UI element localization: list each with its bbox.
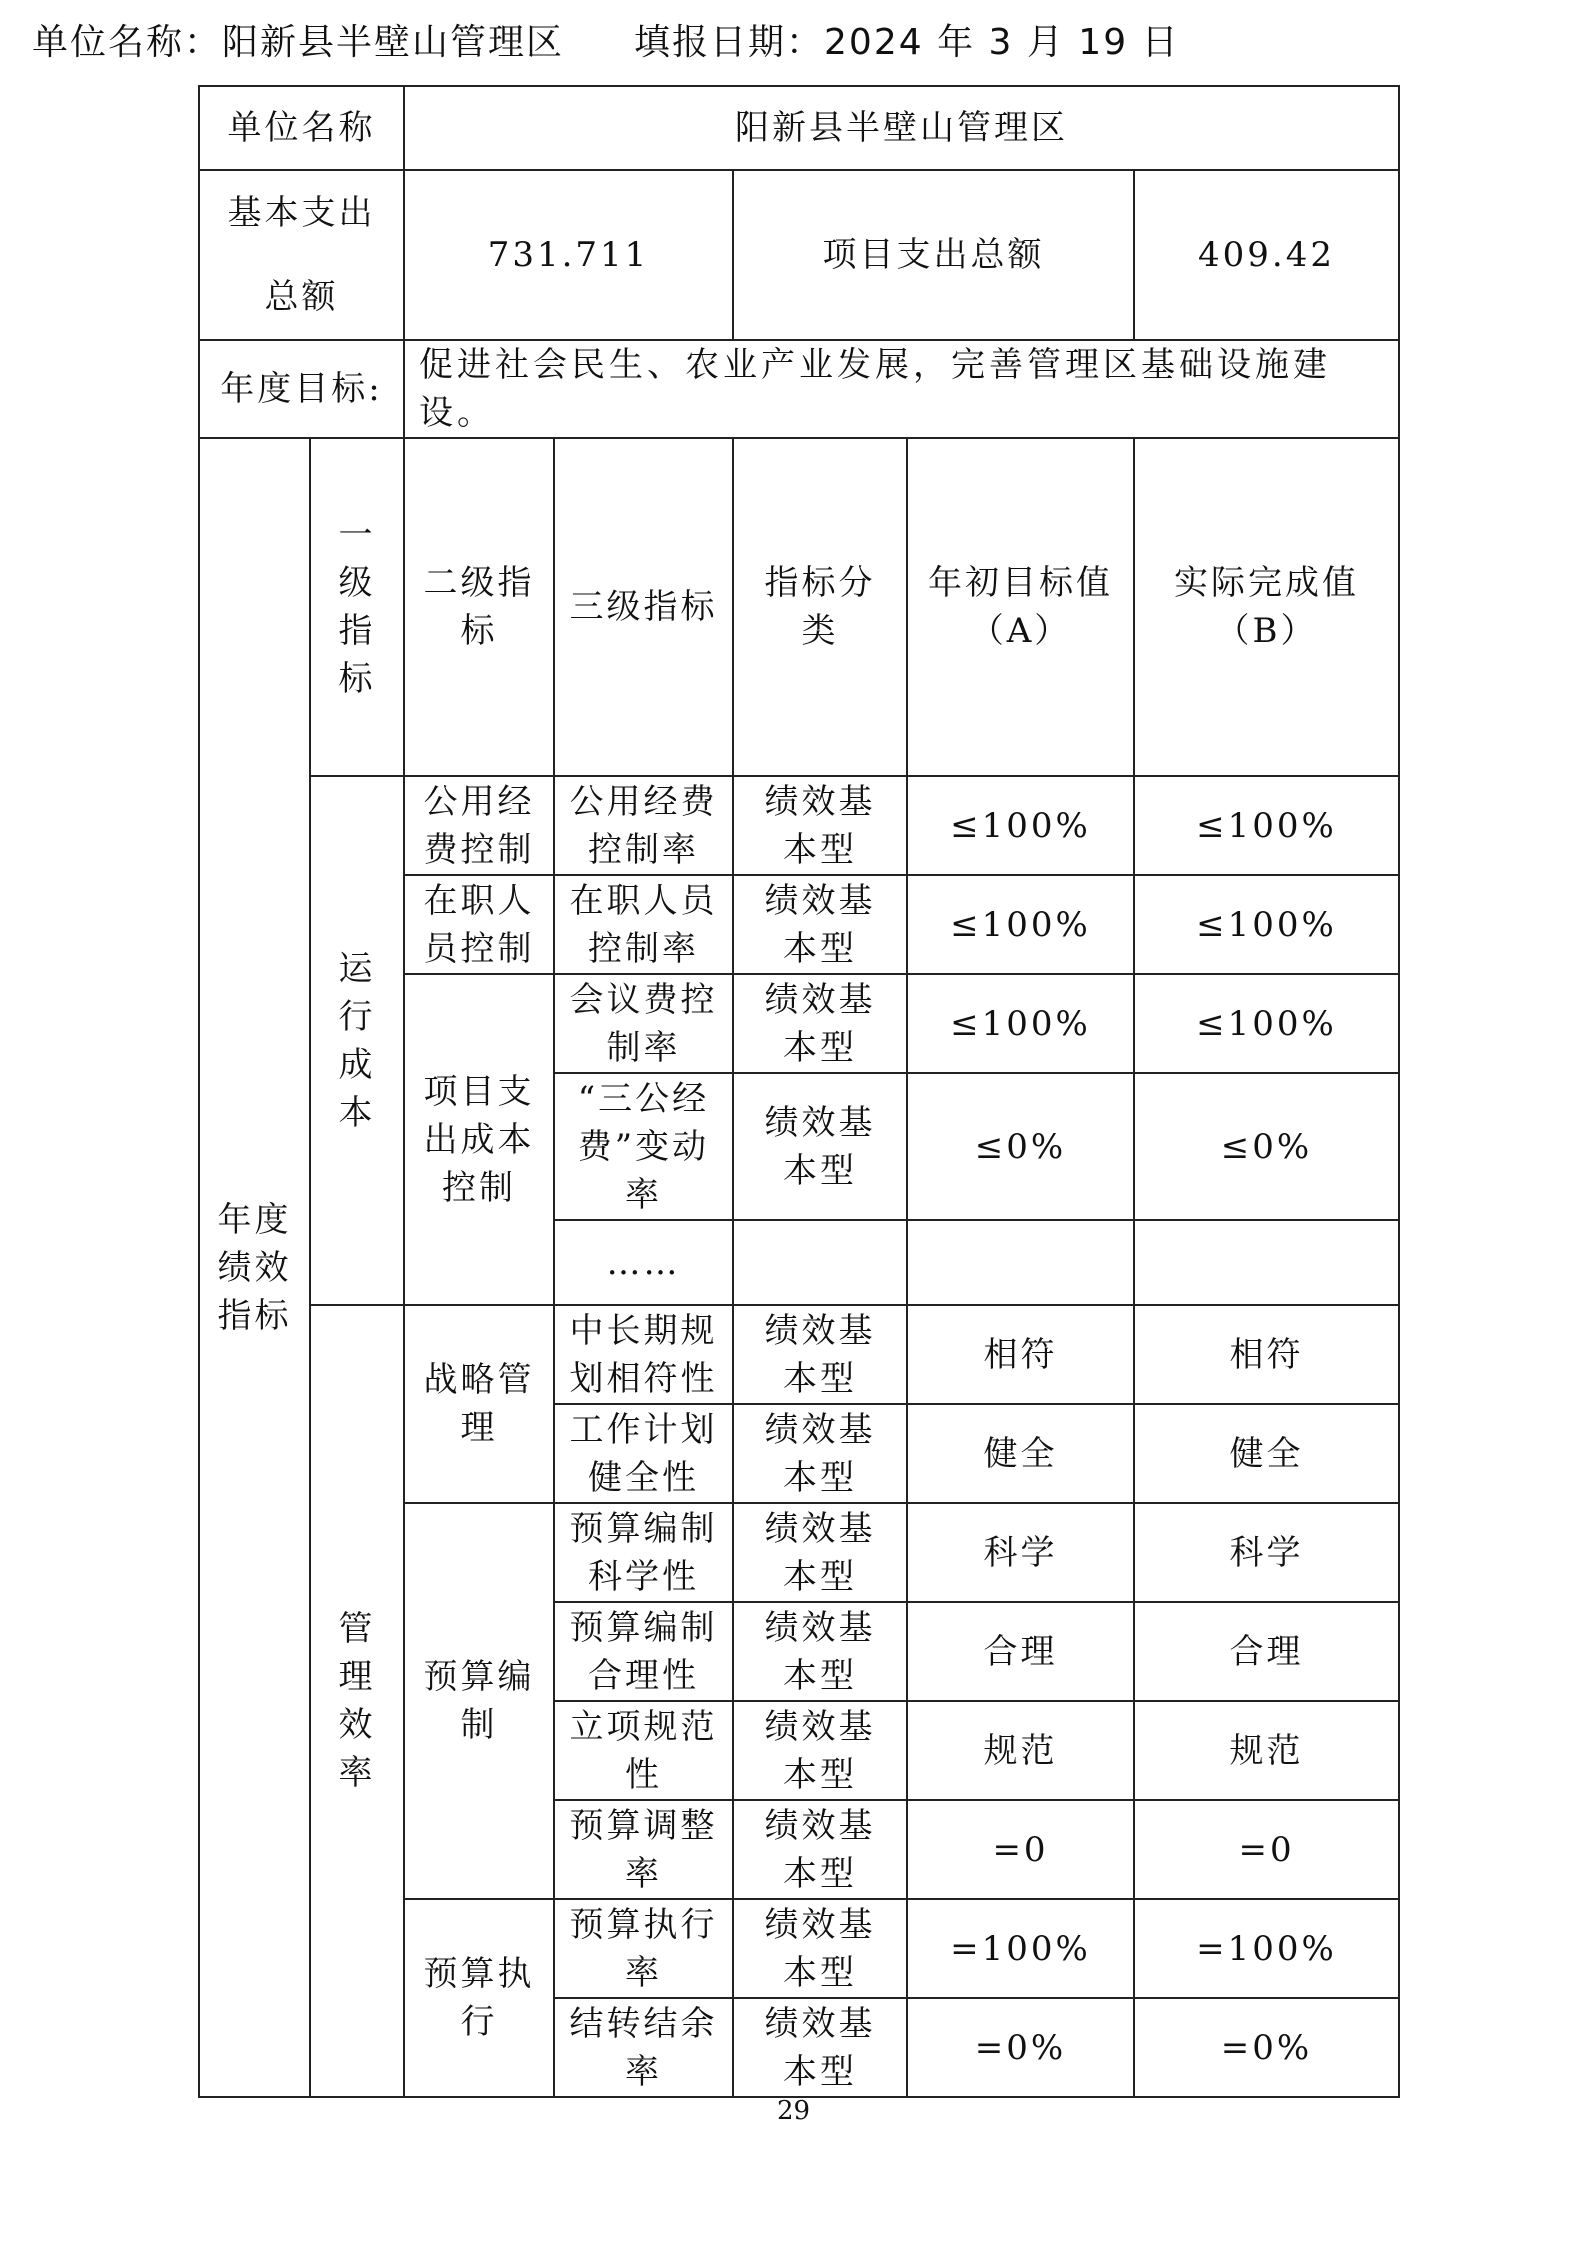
level3-indicator bbox=[554, 1701, 733, 1800]
level3-indicator-line: 率 bbox=[625, 1952, 662, 1993]
col-header-level1-line: 标 bbox=[338, 659, 376, 699]
basic-expense-label-line2: 总额 bbox=[264, 277, 339, 317]
indicator-category-line: 本型 bbox=[783, 2051, 857, 2092]
indicator-category bbox=[733, 1998, 907, 2097]
indicator-category bbox=[733, 1073, 907, 1220]
indicator-category bbox=[733, 1602, 907, 1701]
section-label-line: 年度 bbox=[217, 1199, 292, 1240]
col-header-target bbox=[907, 438, 1134, 776]
level3-indicator-line: 预算编制 bbox=[569, 1607, 718, 1648]
basic-expense-label bbox=[199, 170, 404, 340]
level3-indicator-line: 立项规范 bbox=[569, 1706, 718, 1747]
report-date-header: 填报日期：2024 年 3 月 19 日 bbox=[634, 22, 1180, 63]
col-header-category-line: 指标分 bbox=[764, 563, 876, 603]
level1-indicator-line: 运 bbox=[338, 948, 376, 989]
level1-indicator-line: 效 bbox=[338, 1705, 376, 1745]
indicator-category-line: 本型 bbox=[783, 829, 857, 870]
level2-indicator-line: 员控制 bbox=[423, 928, 535, 969]
indicator-category bbox=[733, 1404, 907, 1503]
level3-indicator-line: 率 bbox=[625, 2051, 662, 2092]
level2-indicator-line: 在职人 bbox=[423, 880, 535, 921]
report-header bbox=[32, 14, 1180, 65]
indicator-category bbox=[733, 875, 907, 974]
level2-indicator-line: 行 bbox=[460, 2002, 498, 2042]
level3-indicator bbox=[554, 1503, 733, 1602]
col-header-actual-line: （B） bbox=[1215, 611, 1318, 651]
col-header-level3: 三级指标 bbox=[554, 438, 733, 776]
actual-value: ≤100% bbox=[1134, 875, 1399, 974]
table-body bbox=[199, 86, 1399, 2097]
level3-indicator bbox=[554, 776, 733, 875]
level1-indicator-line: 管 bbox=[338, 1609, 376, 1649]
indicator-category-line: 本型 bbox=[783, 1150, 857, 1191]
col-header-category bbox=[733, 438, 907, 776]
actual-value: =100% bbox=[1134, 1899, 1399, 1998]
level3-indicator-line: 预算编制 bbox=[569, 1508, 718, 1549]
target-value: 规范 bbox=[907, 1701, 1134, 1800]
level2-indicator-line: 战略管 bbox=[423, 1360, 535, 1400]
level2-indicator bbox=[404, 1899, 554, 2097]
indicator-category-line: 本型 bbox=[783, 1853, 857, 1894]
level3-indicator bbox=[554, 875, 733, 974]
col-header-target-line: （A） bbox=[969, 611, 1072, 651]
col-header-level1-line: 级 bbox=[338, 563, 376, 603]
actual-value: 合理 bbox=[1134, 1602, 1399, 1701]
actual-value: ≤100% bbox=[1134, 974, 1399, 1073]
indicator-category-line: 绩效基 bbox=[764, 1310, 876, 1351]
indicator-category-line: 绩效基 bbox=[764, 1102, 876, 1143]
indicator-category-line: 绩效基 bbox=[764, 2003, 876, 2044]
indicator-category-line: 本型 bbox=[783, 1027, 857, 1068]
target-value: =100% bbox=[907, 1899, 1134, 1998]
indicator-category bbox=[733, 1305, 907, 1404]
indicator-category-line: 绩效基 bbox=[764, 1607, 876, 1648]
col-header-level1-line: 一 bbox=[338, 515, 376, 555]
target-value: =0 bbox=[907, 1800, 1134, 1899]
level3-indicator-line: 率 bbox=[625, 1853, 662, 1894]
level2-indicator-line: 制 bbox=[460, 1705, 498, 1745]
level2-indicator-line: 预算编 bbox=[423, 1657, 535, 1697]
indicator-category-line: 绩效基 bbox=[764, 1805, 876, 1846]
col-header-level2-line: 标 bbox=[460, 611, 498, 651]
basic-expense-label-line1: 基本支出 bbox=[227, 193, 376, 233]
level3-indicator-line: 控制率 bbox=[588, 829, 699, 870]
target-value: 健全 bbox=[907, 1404, 1134, 1503]
level3-indicator-line: 中长期规 bbox=[569, 1310, 718, 1351]
col-header-actual bbox=[1134, 438, 1399, 776]
level1-indicator-line: 成 bbox=[338, 1044, 376, 1085]
indicator-category-line: 绩效基 bbox=[764, 1409, 876, 1450]
level2-indicator-line: 出成本 bbox=[423, 1119, 535, 1160]
level3-indicator-line: 合理性 bbox=[588, 1655, 699, 1696]
target-value: ≤0% bbox=[907, 1073, 1134, 1220]
indicator-category-line: 本型 bbox=[783, 1358, 857, 1399]
basic-expense-value: 731.711 bbox=[404, 170, 733, 340]
level3-indicator-line: 控制率 bbox=[588, 928, 699, 969]
level3-indicator bbox=[554, 1998, 733, 2097]
indicator-category-line: 绩效基 bbox=[764, 781, 876, 822]
level3-indicator-line: …… bbox=[606, 1242, 681, 1283]
target-value: 科学 bbox=[907, 1503, 1134, 1602]
level3-indicator bbox=[554, 1800, 733, 1899]
level2-indicator bbox=[404, 875, 554, 974]
section-label bbox=[199, 438, 310, 2097]
target-value: 相符 bbox=[907, 1305, 1134, 1404]
level3-indicator-line: 预算调整 bbox=[569, 1805, 718, 1846]
indicator-category bbox=[733, 974, 907, 1073]
unit-name-row bbox=[199, 86, 1399, 170]
annual-goal-label: 年度目标: bbox=[199, 340, 404, 438]
level2-indicator bbox=[404, 1305, 554, 1503]
performance-table bbox=[198, 85, 1400, 2098]
indicator-category-line: 绩效基 bbox=[764, 880, 876, 921]
indicator-category-line: 本型 bbox=[783, 1952, 857, 1993]
project-expense-label: 项目支出总额 bbox=[733, 170, 1134, 340]
target-value: ≤100% bbox=[907, 974, 1134, 1073]
indicator-category bbox=[733, 1899, 907, 1998]
target-value: 合理 bbox=[907, 1602, 1134, 1701]
indicator-category-line: 本型 bbox=[783, 1556, 857, 1597]
level2-indicator-line: 理 bbox=[460, 1408, 498, 1448]
level1-indicator bbox=[310, 776, 404, 1305]
level2-indicator bbox=[404, 776, 554, 875]
actual-value bbox=[1134, 1220, 1399, 1305]
target-value: ≤100% bbox=[907, 875, 1134, 974]
unit-name-header: 单位名称：阳新县半壁山管理区 bbox=[32, 22, 565, 63]
level2-indicator bbox=[404, 1503, 554, 1899]
indicator-category-line: 本型 bbox=[783, 1754, 857, 1795]
col-header-level2 bbox=[404, 438, 554, 776]
level1-indicator bbox=[310, 1305, 404, 2097]
indicator-category-line: 绩效基 bbox=[764, 1904, 876, 1945]
indicator-category-line: 本型 bbox=[783, 1655, 857, 1696]
annual-goal-value: 促进社会民生、农业产业发展，完善管理区基础设施建设。 bbox=[404, 340, 1399, 438]
col-header-level1 bbox=[310, 438, 404, 776]
actual-value: 科学 bbox=[1134, 1503, 1399, 1602]
level3-indicator-line: 健全性 bbox=[588, 1457, 699, 1498]
table-row bbox=[199, 1305, 1399, 1404]
level3-indicator-line: 结转结余 bbox=[569, 2003, 718, 2044]
level3-indicator-line: 科学性 bbox=[588, 1556, 699, 1597]
level3-indicator bbox=[554, 1073, 733, 1220]
indicator-header-row bbox=[199, 438, 1399, 776]
level3-indicator bbox=[554, 1602, 733, 1701]
level1-indicator-line: 本 bbox=[338, 1092, 376, 1133]
level3-indicator-line: 预算执行 bbox=[569, 1904, 718, 1945]
level2-indicator bbox=[404, 974, 554, 1305]
actual-value: 健全 bbox=[1134, 1404, 1399, 1503]
level3-indicator bbox=[554, 974, 733, 1073]
level2-indicator-line: 控制 bbox=[442, 1167, 516, 1208]
level3-indicator-line: 在职人员 bbox=[569, 880, 718, 921]
level2-indicator-line: 费控制 bbox=[423, 829, 535, 870]
unit-name-label: 单位名称 bbox=[199, 86, 404, 170]
level1-indicator-line: 率 bbox=[338, 1753, 376, 1793]
col-header-target-line: 年初目标值 bbox=[928, 563, 1113, 603]
indicator-category-line: 绩效基 bbox=[764, 1706, 876, 1747]
level3-indicator-line: 性 bbox=[625, 1754, 662, 1795]
project-expense-value: 409.42 bbox=[1134, 170, 1399, 340]
actual-value: 相符 bbox=[1134, 1305, 1399, 1404]
level1-indicator-line: 理 bbox=[338, 1657, 376, 1697]
actual-value: =0 bbox=[1134, 1800, 1399, 1899]
level3-indicator-line: 划相符性 bbox=[569, 1358, 718, 1399]
col-header-level2-line: 二级指 bbox=[423, 563, 535, 603]
level2-indicator-line: 预算执 bbox=[423, 1954, 535, 1994]
indicator-category bbox=[733, 1701, 907, 1800]
level3-indicator bbox=[554, 1404, 733, 1503]
section-label-line: 绩效 bbox=[217, 1247, 292, 1288]
target-value bbox=[907, 1220, 1134, 1305]
col-header-level1-line: 指 bbox=[338, 611, 376, 651]
indicator-category-line: 绩效基 bbox=[764, 1508, 876, 1549]
level3-indicator-line: 公用经费 bbox=[569, 781, 718, 822]
page-number: 29 bbox=[776, 2096, 811, 2126]
indicator-category bbox=[733, 1503, 907, 1602]
level2-indicator-line: 公用经 bbox=[423, 781, 535, 822]
level3-indicator bbox=[554, 1220, 733, 1305]
indicator-category bbox=[733, 776, 907, 875]
level3-indicator-line: 率 bbox=[625, 1174, 662, 1215]
actual-value: ≤0% bbox=[1134, 1073, 1399, 1220]
level3-indicator-line: “三公经 bbox=[577, 1078, 710, 1119]
annual-goal-row bbox=[199, 340, 1399, 438]
level3-indicator-line: 制率 bbox=[606, 1027, 681, 1068]
unit-name-value: 阳新县半壁山管理区 bbox=[404, 86, 1399, 170]
indicator-category bbox=[733, 1220, 907, 1305]
level3-indicator-line: 费”变动 bbox=[577, 1126, 710, 1167]
level2-indicator-line: 项目支 bbox=[423, 1071, 535, 1112]
level3-indicator-line: 工作计划 bbox=[569, 1409, 718, 1450]
level1-indicator-line: 行 bbox=[338, 996, 376, 1037]
indicator-category-line: 本型 bbox=[783, 928, 857, 969]
indicator-category-line: 本型 bbox=[783, 1457, 857, 1498]
actual-value: ≤100% bbox=[1134, 776, 1399, 875]
level3-indicator bbox=[554, 1305, 733, 1404]
actual-value: =0% bbox=[1134, 1998, 1399, 2097]
target-value: ≤100% bbox=[907, 776, 1134, 875]
level3-indicator bbox=[554, 1899, 733, 1998]
col-header-category-line: 类 bbox=[801, 611, 839, 651]
level3-indicator-line: 会议费控 bbox=[569, 979, 718, 1020]
expense-row bbox=[199, 170, 1399, 340]
col-header-actual-line: 实际完成值 bbox=[1174, 563, 1360, 603]
actual-value: 规范 bbox=[1134, 1701, 1399, 1800]
target-value: =0% bbox=[907, 1998, 1134, 2097]
section-label-line: 指标 bbox=[217, 1295, 292, 1336]
table-row bbox=[199, 776, 1399, 875]
indicator-category-line: 绩效基 bbox=[764, 979, 876, 1020]
indicator-category bbox=[733, 1800, 907, 1899]
